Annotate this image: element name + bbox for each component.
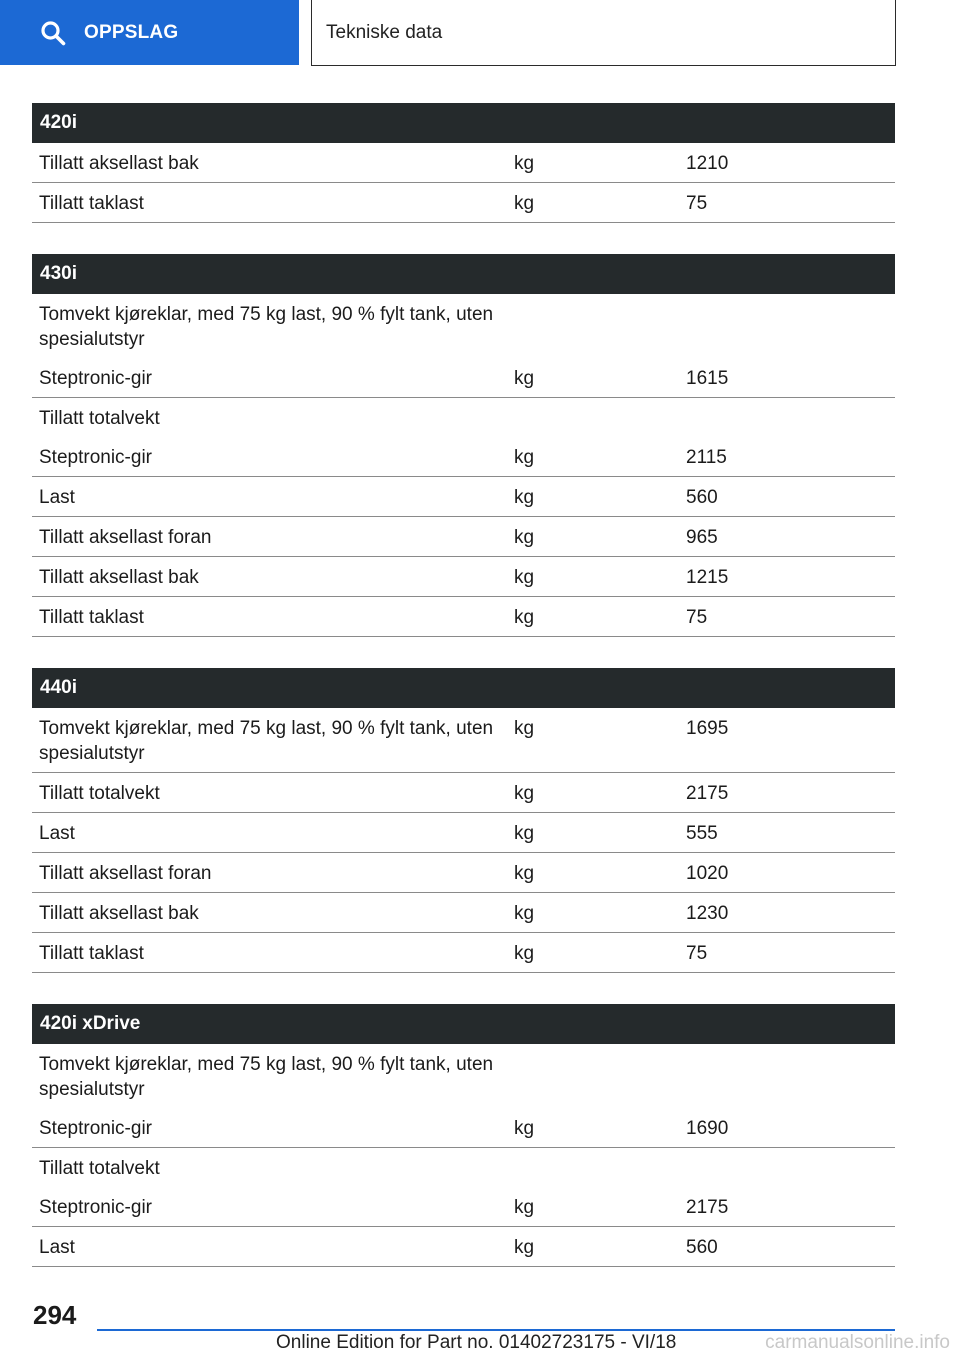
row-label: Steptronic-gir — [39, 447, 152, 468]
search-tab[interactable] — [0, 0, 299, 65]
section-title: 430i — [32, 254, 895, 294]
row-unit: kg — [514, 447, 535, 468]
row-label: Tillatt taklast — [39, 193, 144, 214]
page-number: 294 — [33, 1300, 77, 1330]
row-value: 1230 — [686, 903, 729, 924]
row-label: Tillatt taklast — [39, 607, 144, 628]
row-label: Last — [39, 823, 75, 844]
row-unit: kg — [514, 1118, 535, 1139]
row-label: Tomvekt kjøreklar, med 75 kg last, 90 % fylt tank, uten spesialutstyr — [39, 1054, 494, 1100]
table-row — [32, 597, 895, 637]
row-label: Tillatt totalvekt — [39, 783, 160, 804]
edition-text: Online Edition for Part no. 01402723175 - VI/18 — [276, 1332, 677, 1353]
section-title: 420i — [32, 103, 895, 143]
row-unit: kg — [514, 607, 535, 628]
page-header — [0, 0, 960, 66]
row-value: 560 — [686, 487, 718, 508]
row-unit — [507, 294, 679, 358]
row-unit: kg — [514, 527, 535, 548]
table-row — [32, 183, 895, 223]
chapter-title: Tekniske data — [311, 0, 896, 66]
row-value: 1020 — [686, 863, 729, 884]
row-label: Steptronic-gir — [39, 1197, 152, 1218]
row-unit: kg — [514, 718, 535, 739]
row-value: 1210 — [686, 153, 729, 174]
row-label: Tillatt taklast — [39, 943, 144, 964]
row-label: Tillatt aksellast foran — [39, 527, 212, 548]
table-row — [32, 708, 895, 773]
table-row — [32, 773, 895, 813]
row-label: Steptronic-gir — [39, 368, 152, 389]
row-label: Tillatt aksellast bak — [39, 153, 199, 174]
spec-section — [32, 254, 895, 637]
table-row — [32, 1108, 895, 1148]
row-label: Steptronic-gir — [39, 1118, 152, 1139]
row-label: Last — [39, 1237, 75, 1258]
table-row — [32, 1148, 895, 1187]
table-row — [32, 477, 895, 517]
row-unit: kg — [514, 153, 535, 174]
table-row — [32, 813, 895, 853]
table-row — [32, 893, 895, 933]
row-value: 555 — [686, 823, 718, 844]
section-title: 440i — [32, 668, 895, 708]
row-value — [679, 1044, 895, 1108]
row-value: 965 — [686, 527, 718, 548]
row-unit: kg — [514, 368, 535, 389]
row-value: 1615 — [686, 368, 729, 389]
row-value — [679, 294, 895, 358]
row-value: 560 — [686, 1237, 718, 1258]
table-row — [32, 398, 895, 437]
row-unit: kg — [514, 487, 535, 508]
spec-tables — [32, 103, 895, 1298]
row-unit — [507, 398, 679, 437]
search-icon — [40, 20, 66, 46]
row-label: Last — [39, 487, 75, 508]
table-row — [32, 557, 895, 597]
row-label: Tillatt aksellast bak — [39, 567, 199, 588]
row-unit: kg — [514, 943, 535, 964]
row-value — [679, 1148, 895, 1187]
row-unit: kg — [514, 903, 535, 924]
row-value: 1215 — [686, 567, 729, 588]
row-value: 75 — [686, 193, 708, 214]
table-row — [32, 1044, 895, 1108]
row-unit: kg — [514, 1237, 535, 1258]
table-row — [32, 1187, 895, 1227]
row-label: Tillatt aksellast foran — [39, 863, 212, 884]
table-row — [32, 933, 895, 973]
spec-section — [32, 1004, 895, 1267]
watermark-text: carmanualsonline.info — [765, 1332, 950, 1353]
page-footer — [0, 1296, 960, 1362]
row-unit: kg — [514, 193, 535, 214]
row-unit: kg — [514, 567, 535, 588]
row-value — [679, 398, 895, 437]
spec-section — [32, 103, 895, 223]
row-label: Tomvekt kjøreklar, med 75 kg last, 90 % fylt tank, uten spesialutstyr — [39, 718, 494, 764]
row-unit: kg — [514, 823, 535, 844]
row-unit: kg — [514, 1197, 535, 1218]
table-row — [32, 294, 895, 358]
search-label: OPPSLAG — [84, 21, 179, 43]
row-value: 1690 — [686, 1118, 729, 1139]
table-row — [32, 1227, 895, 1267]
row-label: Tillatt totalvekt — [39, 408, 160, 429]
row-value: 75 — [686, 607, 708, 628]
footer-divider — [97, 1329, 895, 1331]
row-value: 1695 — [686, 718, 729, 739]
row-value: 2175 — [686, 783, 729, 804]
row-value: 2115 — [686, 447, 727, 468]
table-row — [32, 143, 895, 183]
table-row — [32, 853, 895, 893]
row-label: Tomvekt kjøreklar, med 75 kg last, 90 % fylt tank, uten spesialutstyr — [39, 304, 494, 350]
table-row — [32, 358, 895, 398]
row-value: 2175 — [686, 1197, 729, 1218]
row-unit — [507, 1044, 679, 1108]
row-label: Tillatt aksellast bak — [39, 903, 199, 924]
row-unit — [507, 1148, 679, 1187]
table-row — [32, 437, 895, 477]
spec-section — [32, 668, 895, 973]
section-title: 420i xDrive — [32, 1004, 895, 1044]
row-value: 75 — [686, 943, 708, 964]
row-unit: kg — [514, 863, 535, 884]
row-label: Tillatt totalvekt — [39, 1158, 160, 1179]
table-row — [32, 517, 895, 557]
row-unit: kg — [514, 783, 535, 804]
